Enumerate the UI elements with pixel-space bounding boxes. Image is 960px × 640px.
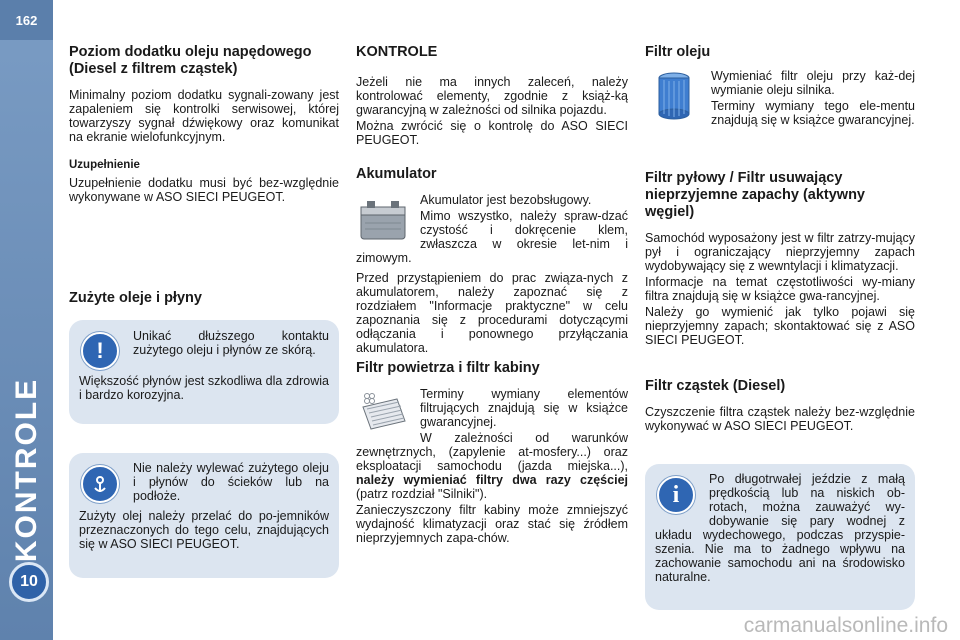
warning-note xyxy=(69,320,339,424)
paragraph: Jeżeli nie ma innych zaleceń, należy kontrolować elementy, zgodnie z książ-ką gwarancyjną w zależności od silnika pojazdu. xyxy=(356,75,628,117)
recycle-icon-glyph xyxy=(89,473,111,495)
section-title: Filtr cząstek (Diesel) xyxy=(645,378,786,394)
paragraph: Samochód wyposażony jest w filtr zatrzy-mujący pył i ograniczający nieprzyjemny zapach wydobywający się z wewntylacji i klimatyzacji. xyxy=(645,231,915,273)
paragraph: Uzupełnienie dodatku musi być bez-względnie wykonywane w ASO SIECI PEUGEOT. xyxy=(69,176,339,204)
paragraph xyxy=(356,431,628,501)
paragraph: Zanieczyszczony filtr kabiny może zmniejszyć wydajność klimatyzacji oraz stać się źródłem nieprzyjemnych zapa-chów. xyxy=(356,503,628,545)
section-battery xyxy=(356,166,628,355)
warning-icon: ! xyxy=(81,332,119,370)
info-icon: i xyxy=(657,476,695,514)
battery-icon xyxy=(356,193,410,247)
watermark: carmanualsonline.info xyxy=(743,614,948,637)
section-oil-filter xyxy=(645,44,915,127)
paragraph: Wymieniać filtr oleju przy każ-dej wymianie oleju silnika. xyxy=(711,69,915,97)
environment-note xyxy=(69,453,339,578)
chapter-number-badge: 10 xyxy=(9,562,49,602)
paragraph: Mimo wszystko, należy spraw-dzać czystość i dokręcenie klem, zwłaszcza w okresie let-nim i zimowym. xyxy=(356,209,628,265)
oil-filter-icon xyxy=(647,69,701,123)
note-text: Po długotrwałej jeździe z małą prędkością lub na niskich ob-rotach, można zauważyć wy-dobywanie się pary wodnej z układu wydechowego, podczas przyspie-szenia. Nie ma to żadnego wpływu na zachowanie samochodu ani na środowisko naturalne. xyxy=(655,472,905,584)
section-additive-level xyxy=(69,44,339,204)
section-title: Filtr pyłowy / Filtr usuwający nieprzyjemne zapachy (aktywny węgiel) xyxy=(645,170,865,220)
section-title: Filtr oleju xyxy=(645,44,711,60)
recycle-icon xyxy=(81,465,119,503)
text-run: (patrz rozdział "Silniki"). xyxy=(356,487,488,501)
note-text: Unikać dłuższego kontaktu zużytego oleju i płynów ze skórą. xyxy=(133,329,329,357)
oil-filter-illustration xyxy=(654,70,694,122)
air-filter-icon xyxy=(356,387,410,441)
paragraph: Terminy wymiany elementów filtrujących znajdują się w książce gwarancyjnej. xyxy=(420,387,628,429)
paragraph: Przed przystąpieniem do prac związa-nych z akumulatorem, należy zapoznać się z rozdziałem "Informacje praktyczne" w celu zapoznania się z procedurami dotyczącymi odłączania i ponownego przyłączania akumulatora. xyxy=(356,271,628,355)
section-pollen-filter xyxy=(645,170,915,347)
section-title: KONTROLE xyxy=(356,44,438,60)
section-title: Zużyte oleje i płyny xyxy=(69,290,202,306)
note-text: Nie należy wylewać zużytego oleju i płynów do ścieków lub na podłoże. xyxy=(133,461,329,503)
paragraph: Należy go wymienić jak tylko pojawi się nieprzyjemny zapach; skontaktować się z ASO SIECI PEUGEOT. xyxy=(645,305,915,347)
note-text: Większość płynów jest szkodliwa dla zdrowia i bardzo korozyjna. xyxy=(79,374,329,402)
subsection-title: Uzupełnienie xyxy=(69,159,140,171)
paragraph: Akumulator jest bezobsługowy. xyxy=(420,193,592,207)
section-air-filter xyxy=(356,360,628,545)
paragraph: Informacje na temat częstotliwości wy-miany filtra znajdują się w książce gwa-rancyjnej. xyxy=(645,275,915,303)
chapter-title xyxy=(4,377,50,563)
section-checks xyxy=(356,44,628,147)
battery-illustration xyxy=(357,197,409,243)
air-filter-illustration xyxy=(357,391,409,437)
section-particle-filter xyxy=(645,378,915,433)
paragraph: Terminy wymiany tego ele-mentu znajdują się w książce gwarancyjnej. xyxy=(711,99,915,127)
paragraph: Można zwrócić się o kontrolę do ASO SIECI PEUGEOT. xyxy=(356,119,628,147)
text-run: W zależności od warunków zewnętrznych, (zapylenie at-mosfery...) oraz eksploatacji samochodu (jazda miejska...), xyxy=(356,431,628,473)
section-title: Poziom dodatku oleju napędowego (Diesel z filtrem cząstek) xyxy=(69,44,312,77)
chapter-title-text: KONTROLE xyxy=(10,377,44,563)
page-number: 162 xyxy=(0,0,53,40)
note-text: Zużyty olej należy przelać do po-jemników przeznaczonych do tego celu, znajdujących się w ASO SIECI PEUGEOT. xyxy=(79,509,329,551)
section-used-oils xyxy=(69,290,339,307)
section-title: Filtr powietrza i filtr kabiny xyxy=(356,360,540,376)
section-title: Akumulator xyxy=(356,166,437,182)
paragraph: Czyszczenie filtra cząstek należy bez-względnie wykonywać w ASO SIECI PEUGEOT. xyxy=(645,405,915,433)
paragraph: Minimalny poziom dodatku sygnali-zowany jest zapaleniem się kontrolki serwisowej, której towarzyszy sygnał dźwiękowy oraz komunikat na ekranie wielofunkcyjnym. xyxy=(69,88,339,144)
emphasis-text: należy wymieniać filtry dwa razy częściej xyxy=(356,473,628,487)
info-note xyxy=(645,464,915,610)
